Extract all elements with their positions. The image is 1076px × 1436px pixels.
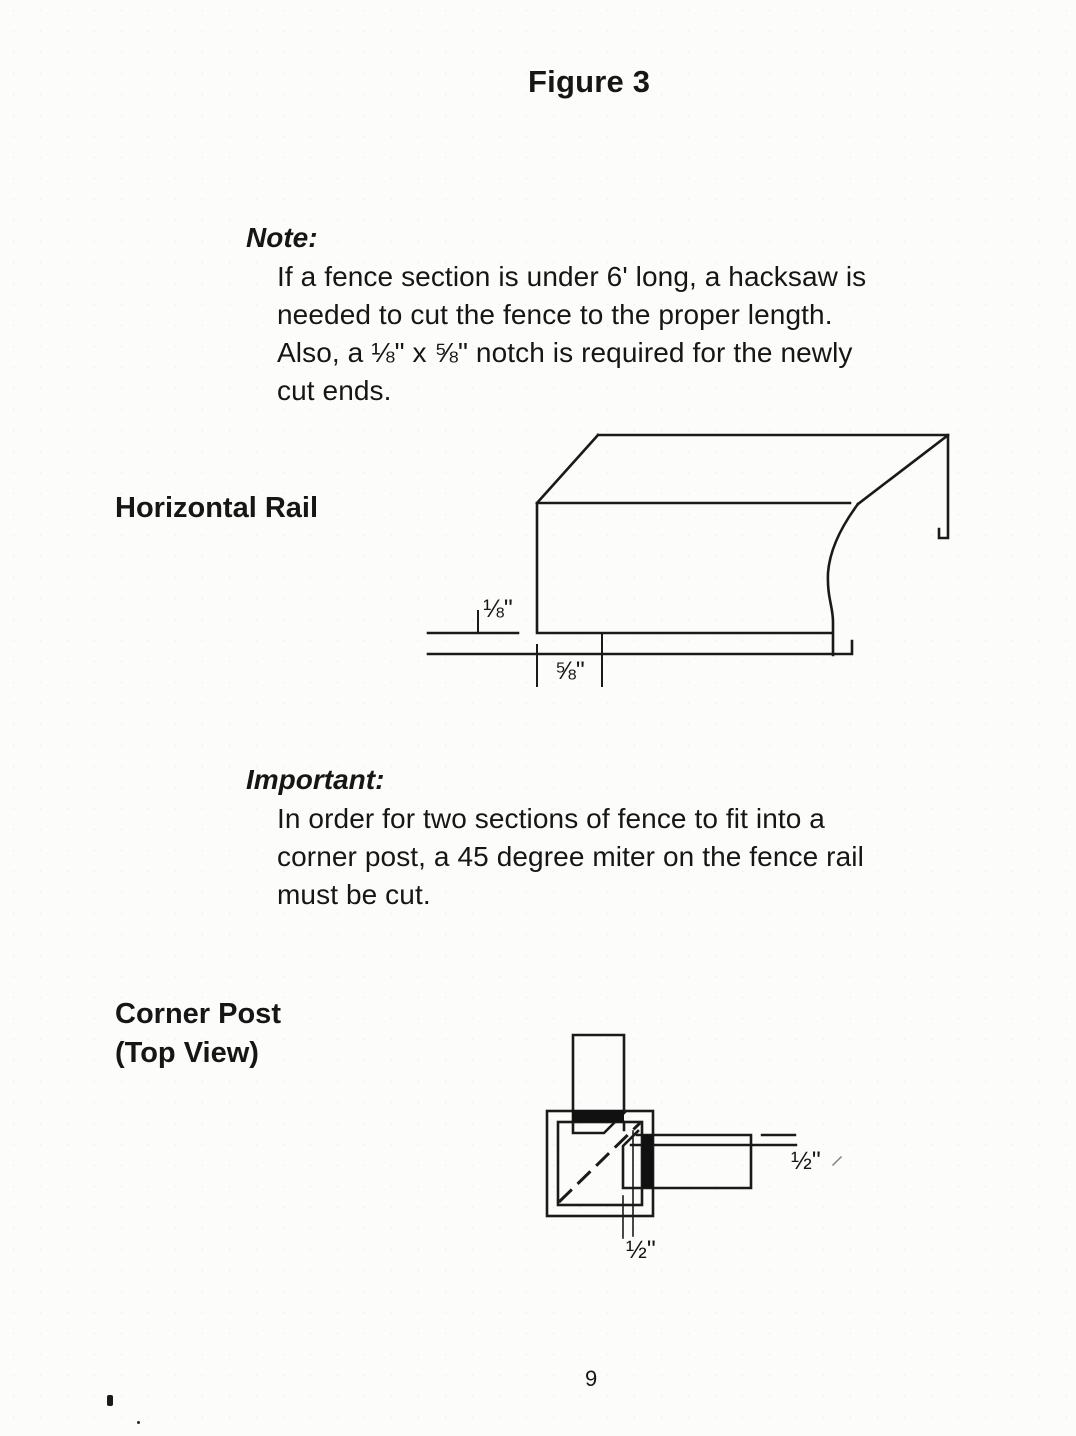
note-body (277, 258, 866, 410)
dim-five-eighths-label: ⅝" (555, 657, 585, 685)
rail-right-end-hook (939, 435, 948, 538)
horizontal-rail-figure (415, 425, 960, 695)
important-line: corner post, a 45 degree miter on the fence rail (277, 841, 864, 872)
horizontal-rail-label: Horizontal Rail (115, 492, 319, 524)
notch-lower-line (428, 641, 852, 654)
scan-ink-blob (107, 1395, 113, 1406)
dim-right-lines (631, 1135, 796, 1145)
important-heading: Important: (246, 764, 385, 795)
corner-post-label-line2: (Top View) (115, 1037, 259, 1069)
important-line: must be cut. (277, 879, 431, 910)
note-line: needed to cut the fence to the proper length. (277, 299, 833, 330)
rail-entry-fill-top (572, 1110, 624, 1122)
important-line: In order for two sections of fence to fit into a (277, 803, 825, 834)
note-line: If a fence section is under 6' long, a hacksaw is (277, 261, 867, 292)
corner-post-figure (535, 1030, 860, 1265)
stray-pen-mark (833, 1157, 841, 1165)
note-line: Also, a ⅛" x ⅝" notch is required for the newly (277, 337, 853, 368)
dim-half-bottom-label: ½" (626, 1236, 656, 1264)
figure-title: Figure 3 (528, 64, 651, 99)
rail-top-face (537, 435, 948, 504)
rail-front-face (537, 503, 850, 633)
important-body (277, 800, 864, 914)
note-line: cut ends. (277, 375, 392, 406)
miter-dashed-line (560, 1124, 639, 1201)
corner-post-label-line1: Corner Post (115, 998, 281, 1030)
note-heading: Note: (246, 222, 318, 253)
dim-eighth-label: ⅛" (483, 595, 513, 623)
corner-post-label (115, 995, 281, 1073)
rail-entry-fill-right (642, 1135, 653, 1188)
dim-half-right-label: ½" (791, 1147, 821, 1175)
rail-break-curve (828, 504, 858, 655)
page-number: 9 (585, 1366, 598, 1391)
scan-ink-dot (137, 1421, 140, 1424)
